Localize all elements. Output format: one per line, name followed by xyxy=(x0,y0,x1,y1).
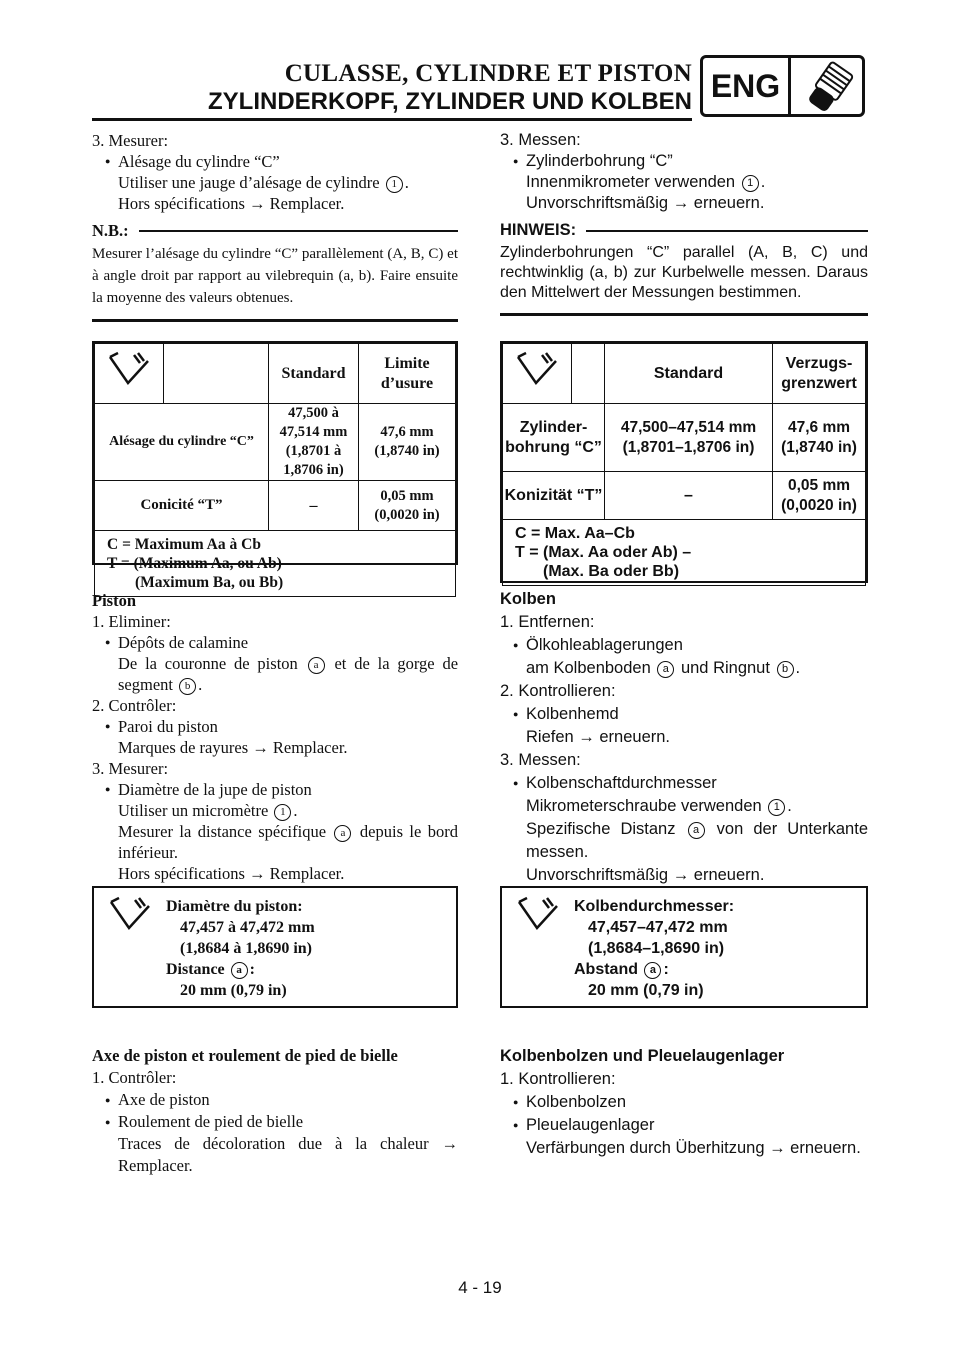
de-p1: 1. Entfernen: xyxy=(500,613,595,631)
de-axe-title: Kolbenbolzen und Pleuelaugenlager xyxy=(500,1047,785,1065)
wrench-icon xyxy=(94,888,166,1006)
fr-table-formula: C = Maximum Aa à Cb T = (Maximum Aa, ou Ab) – (Maximum Ba, ou Bb) xyxy=(95,531,456,597)
fr-piston-title: Piston xyxy=(92,591,137,610)
de-piston-section xyxy=(500,588,868,887)
fr-p3-text2: Mesurer la distance spécifique a depuis le bord inférieur. xyxy=(118,822,459,862)
de-note-heading: HINWEIS: xyxy=(500,220,868,241)
fr-piston-section xyxy=(92,590,458,884)
engine-icon xyxy=(791,58,862,114)
fr-col-empty xyxy=(164,344,269,404)
callout-1: 1 xyxy=(386,176,403,193)
de-row-bore: Zylinder-bohrung “C” xyxy=(503,404,605,472)
fr-p3-text3: Hors spécifications → Remplacer. xyxy=(118,864,345,883)
fr-a1: 1. Contrôler: xyxy=(92,1068,177,1087)
header-title-fr: CULASSE, CYLINDRE ET PISTON xyxy=(284,60,692,87)
de-p3: 3. Messen: xyxy=(500,751,581,769)
de-note-end-rule xyxy=(500,313,868,316)
de-a1-bullet2: ● Pleuelaugenlager xyxy=(500,1114,868,1137)
wrench-icon xyxy=(502,888,574,1006)
fr-note-text: Mesurer l’alésage du cylindre “C” parallèlement (A, B, C) et à angle droit par rapport au vilebrequin (a, b). Faire ensuite la moyenne des valeurs obtenues. xyxy=(92,246,458,306)
fr-p3: 3. Mesurer: xyxy=(92,759,169,778)
de-p3-text3: Unvorschriftsmäßig → erneuern. xyxy=(526,866,765,884)
de-p2: 2. Kontrollieren: xyxy=(500,682,616,700)
de-step3-line1: Innenmikrometer verwenden 1 . xyxy=(526,173,766,191)
header-rule xyxy=(92,118,692,121)
fr-a1-text: Traces de décoloration due à la chaleur → Remplacer. xyxy=(118,1134,458,1175)
de-p2-text: Riefen → erneuern. xyxy=(526,728,670,746)
fr-taper-standard: – xyxy=(269,481,359,531)
fr-axe-section xyxy=(92,1045,458,1177)
de-bore-standard: 47,500–47,514 mm (1,8701–1,8706 in) xyxy=(605,404,773,472)
fr-step3-line1: Utiliser une jauge d’alésage de cylindre 1 . xyxy=(118,173,409,192)
page-number: 4 - 19 xyxy=(458,1278,502,1297)
de-table-formula: C = Max. Aa–Cb T = (Max. Aa oder Ab) – (Max. Ba oder Bb) xyxy=(503,520,866,586)
de-p3-text1: Mikrometerschraube verwenden 1 . xyxy=(526,797,792,815)
de-col-empty xyxy=(572,344,605,404)
de-header-limit: Verzugs-grenzwert xyxy=(773,344,866,404)
de-spec-text: Kolbendurchmesser: 47,457–47,472 mm (1,8684–1,8690 in) Abstand a : 20 mm (0,79 in) xyxy=(574,898,735,999)
wrench-icon xyxy=(95,344,164,404)
fr-spec-table xyxy=(92,341,458,591)
fr-p3-text1: Utiliser un micromètre 1 . xyxy=(118,801,298,820)
fr-taper-limit: 0,05 mm (0,0020 in) xyxy=(359,481,456,531)
fr-bore-limit: 47,6 mm (1,8740 in) xyxy=(359,404,456,481)
wrench-icon xyxy=(503,344,572,404)
fr-step3-title: 3. Mesurer: xyxy=(92,131,169,150)
fr-note-heading: N.B.: xyxy=(92,220,458,241)
de-piston-spec-box xyxy=(500,886,868,1008)
de-step3-bullet: ● Zylinderbohrung “C” xyxy=(500,151,868,172)
de-p1-text: am Kolbenboden a und Ringnut b . xyxy=(526,659,801,677)
de-a1-bullet1: ● Kolbenbolzen xyxy=(500,1091,868,1114)
fr-axe-title: Axe de piston et roulement de pied de bielle xyxy=(92,1046,398,1065)
fr-note-end-rule xyxy=(92,319,458,322)
column-german xyxy=(500,130,868,316)
de-step3-title: 3. Messen: xyxy=(500,131,581,149)
de-p1-bullet: ● Ölkohleablagerungen xyxy=(500,634,868,657)
section-badge xyxy=(700,55,865,117)
fr-step3-line2: Hors spécifications → Remplacer. xyxy=(118,194,345,213)
fr-header-standard: Standard xyxy=(269,344,359,404)
fr-row-bore: Alésage du cylindre “C” xyxy=(95,404,269,481)
fr-p2: 2. Contrôler: xyxy=(92,696,177,715)
fr-bore-standard: 47,500 à 47,514 mm (1,8701 à 1,8706 in) xyxy=(269,404,359,481)
fr-a1-bullet2: ● Roulement de pied de bielle xyxy=(92,1111,458,1133)
de-spec-table xyxy=(500,341,868,583)
de-step3-line2: Unvorschriftsmäßig → erneuern. xyxy=(526,194,765,212)
fr-p1-bullet: ● Dépôts de calamine xyxy=(92,632,458,653)
fr-p1-text: De la couronne de piston a et de la gorge de segment b . xyxy=(118,654,459,694)
fr-header-limit: Limite d’usure xyxy=(359,344,456,404)
badge-label: ENG xyxy=(703,58,791,114)
fr-p2-text: Marques de rayures → Remplacer. xyxy=(118,738,348,757)
de-bore-limit: 47,6 mm (1,8740 in) xyxy=(773,404,866,472)
de-p3-bullet: ● Kolbenschaftdurchmesser xyxy=(500,772,868,795)
de-header-standard: Standard xyxy=(605,344,773,404)
header-title-de: ZYLINDERKOPF, ZYLINDER UND KOLBEN xyxy=(207,88,692,115)
de-taper-limit: 0,05 mm (0,0020 in) xyxy=(773,472,866,520)
de-p3-text2: Spezifische Distanz a von der Unterkante messen. xyxy=(526,820,868,861)
de-note-text: Zylinderbohrungen “C” parallel (A, B, C) und rechtwinklig (a, b) zur Kurbelwelle messen. Daraus den Mittelwert der Messungen bestimmen. xyxy=(500,244,868,301)
de-a1: 1. Kontrollieren: xyxy=(500,1070,616,1088)
fr-p3-bullet: ● Diamètre de la jupe de piston xyxy=(92,779,458,800)
fr-piston-spec-box xyxy=(92,886,458,1008)
de-piston-title: Kolben xyxy=(500,590,556,608)
fr-p1: 1. Eliminer: xyxy=(92,612,171,631)
de-p2-bullet: ● Kolbenhemd xyxy=(500,703,868,726)
fr-step3-bullet: ● Alésage du cylindre “C” xyxy=(92,151,458,172)
de-row-taper: Konizität “T” xyxy=(503,472,605,520)
fr-a1-bullet1: ● Axe de piston xyxy=(92,1089,458,1111)
fr-spec-text: Diamètre du piston: 47,457 à 47,472 mm (1,8684 à 1,8690 in) Distance a : 20 mm (0,79 in) xyxy=(166,898,315,999)
de-a1-text: Verfärbungen durch Überhitzung → erneuern. xyxy=(526,1139,861,1157)
fr-p2-bullet: ● Paroi du piston xyxy=(92,716,458,737)
fr-row-taper: Conicité “T” xyxy=(95,481,269,531)
de-taper-standard: – xyxy=(605,472,773,520)
column-french xyxy=(92,130,458,322)
de-axe-section xyxy=(500,1045,868,1160)
